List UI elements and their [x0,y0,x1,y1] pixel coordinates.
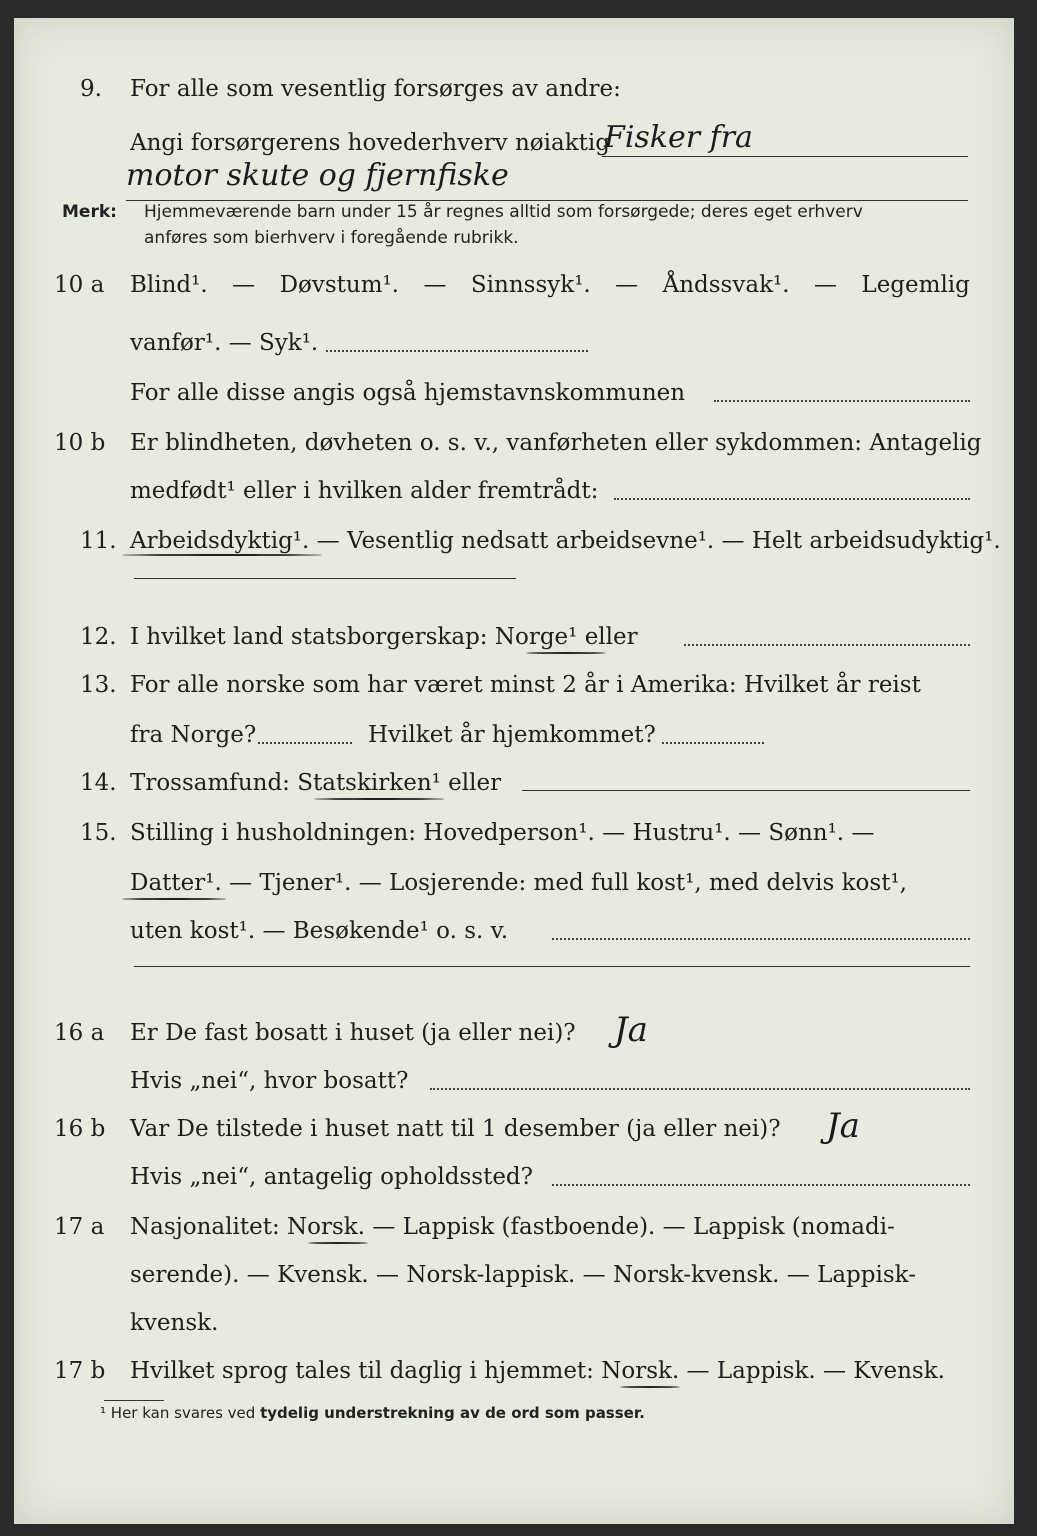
question-10a-line-1 [14,266,1014,306]
question-17b [14,1352,1014,1392]
question-text: I hvilket land statsborgerskap: Norge¹ eller [130,624,638,650]
question-number: 10 b [54,430,106,456]
footnote-mark: ¹ [100,1404,107,1422]
question-text: Hvis „nei“, hvor bosatt? [130,1068,409,1094]
answer-dotted-line [258,742,352,744]
handwritten-answer: motor skute og fjernfiske [126,158,509,193]
impairment-options [130,272,970,298]
answer-dotted-line [552,1184,970,1186]
question-16a-line-1 [14,1010,1014,1054]
handwritten-underline [308,1242,368,1244]
question-text: fra Norge? [130,722,257,748]
question-text: Angi forsørgerens hovederhverv nøiaktig [130,130,610,156]
handwritten-underline [122,554,322,556]
handwritten-underline [526,652,606,654]
question-number: 17 b [54,1358,106,1384]
question-11 [14,522,1014,562]
handwritten-underline [122,898,226,900]
answer-dotted-line [614,498,970,500]
handwritten-answer: Fisker fra [604,120,753,155]
question-number: 14. [80,770,117,796]
footnote-separator [104,1400,164,1401]
question-number: 10 a [54,272,105,298]
footnote [100,1404,645,1422]
question-10b-line-1 [14,424,1014,464]
question-text: Er De fast bosatt i huset (ja eller nei)? [130,1020,576,1046]
handwritten-underline [314,798,444,800]
question-text: For alle disse angis også hjemstavnskommunen [130,380,686,406]
merk-label: Merk: [62,202,117,222]
question-number: 13. [80,672,117,698]
question-number: 12. [80,624,117,650]
answer-dotted-line [714,400,970,402]
question-13-line-2 [14,716,1014,756]
answer-line [602,156,968,157]
question-15-line-3 [14,912,1014,952]
answer-dotted-line [326,350,588,352]
answer-dotted-line [430,1088,970,1090]
question-number: 16 a [54,1020,105,1046]
dash: — [232,272,256,298]
question-text: For alle norske som har været minst 2 år i Amerika: Hvilket år reist [130,672,921,698]
question-number: 9. [80,76,102,102]
answer-dotted-line [552,938,970,940]
question-text: Datter¹. — Tjener¹. — Losjerende: med full kost¹, med delvis kost¹, [130,870,907,896]
answer-line [134,966,970,967]
question-14 [14,764,1014,804]
question-17a-line-2 [14,1256,1014,1296]
merk-note-line-2: anføres som bierhverv i foregående rubrikk. [144,228,519,248]
answer-line [522,790,970,791]
question-10b-line-2 [14,472,1014,512]
question-text: Trossamfund: Statskirken¹ eller [130,770,502,796]
census-form-page [14,18,1014,1524]
question-text: uten kost¹. — Besøkende¹ o. s. v. [130,918,509,944]
question-number: 17 a [54,1214,105,1240]
question-10a-line-3 [14,374,1014,414]
question-text: medfødt¹ eller i hvilken alder fremtrådt: [130,478,599,504]
question-text: For alle som vesentlig forsørges av andre: [130,76,621,102]
answer-line [134,578,516,579]
question-10a-line-2 [14,324,1014,364]
footnote-bold-text: tydelig understrekning av de ord som passer. [260,1404,645,1422]
question-16b-line-1 [14,1106,1014,1150]
option: Legemlig [861,272,970,298]
question-number: 11. [80,528,117,554]
merk-note-line-1: Hjemmeværende barn under 15 år regnes alltid som forsørgede; deres eget erhverv [144,202,863,222]
footnote-text: Her kan svares ved [110,1404,256,1422]
question-text: Nasjonalitet: Norsk. — Lappisk (fastboende). — Lappisk (nomadi- [130,1214,895,1240]
answer-line [126,200,968,201]
dash: — [813,272,837,298]
option: Sinnssyk¹. [470,272,591,298]
question-text: Hvilket sprog tales til daglig i hjemmet: Norsk. — Lappisk. — Kvensk. [130,1358,945,1384]
question-number: 16 b [54,1116,106,1142]
question-9-line-1 [14,70,1014,110]
dash: — [423,272,447,298]
answer-dotted-line [684,644,970,646]
option: Åndssvak¹. [662,272,790,298]
question-text: Var De tilstede i huset natt til 1 desember (ja eller nei)? [130,1116,781,1142]
question-9-line-3 [14,158,1014,198]
question-text: Er blindheten, døvheten o. s. v., vanførheten eller sykdommen: Antagelig [130,430,982,456]
question-16b-line-2 [14,1158,1014,1198]
question-15-line-2 [14,864,1014,904]
question-text: Stilling i husholdningen: Hovedperson¹. — Hustru¹. — Sønn¹. — [130,820,875,846]
handwritten-underline [620,1386,680,1388]
question-15-line-1 [14,814,1014,854]
question-13-line-1 [14,666,1014,706]
question-text: kvensk. [130,1310,219,1336]
question-text: vanfør¹. — Syk¹. [130,330,319,356]
answer-dotted-line [662,742,764,744]
option: Døvstum¹. [279,272,400,298]
question-16a-line-2 [14,1062,1014,1102]
question-17a-line-1 [14,1208,1014,1248]
question-number: 15. [80,820,117,846]
question-17a-line-3 [14,1304,1014,1344]
question-text: Hvilket år hjemkommet? [368,722,656,748]
option: Blind¹. [130,272,208,298]
handwritten-answer: Ja [826,1106,860,1146]
dash: — [615,272,639,298]
question-text: serende). — Kvensk. — Norsk-lappisk. — Norsk-kvensk. — Lappisk- [130,1262,916,1288]
question-12 [14,618,1014,658]
handwritten-answer: Ja [614,1010,648,1050]
question-text: Hvis „nei“, antagelig opholdssted? [130,1164,533,1190]
question-text: Arbeidsdyktig¹. — Vesentlig nedsatt arbeidsevne¹. — Helt arbeidsudyktig¹. [130,528,1001,554]
